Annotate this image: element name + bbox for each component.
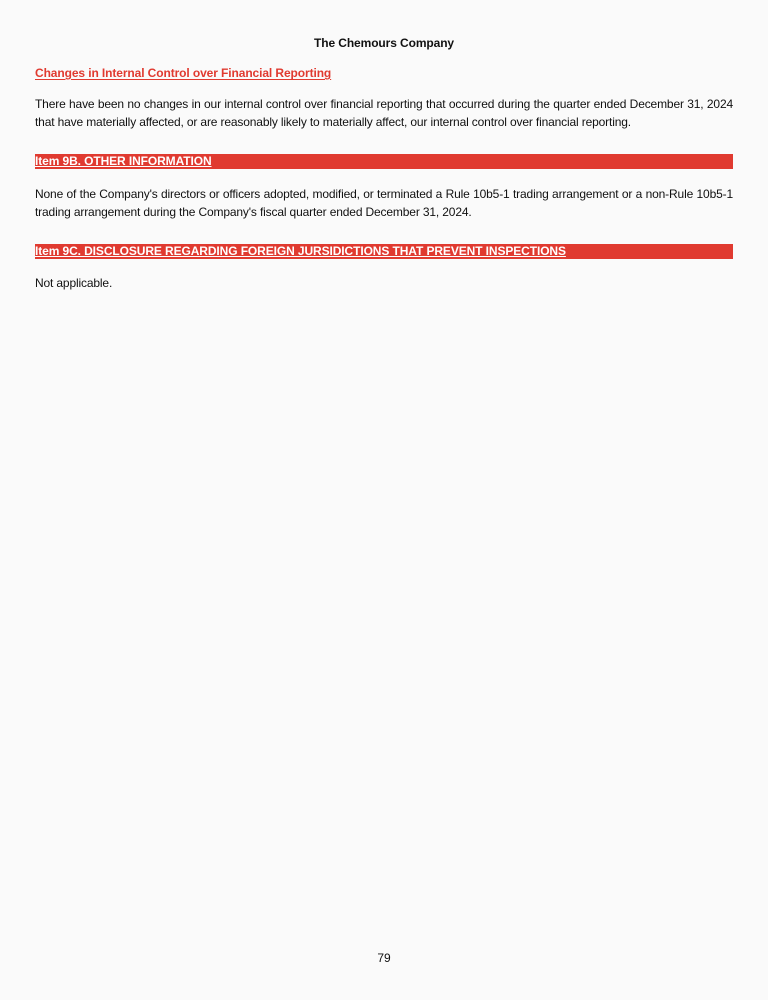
internal-control-heading: Changes in Internal Control over Financial Reporting [35, 66, 332, 80]
item-9b-heading: Item 9B. OTHER INFORMATION [35, 154, 212, 168]
item-9c-header-bar [35, 244, 733, 259]
internal-control-paragraph: There have been no changes in our internal control over financial reporting that occurred during the quarter ended December 31, 2024 that have materially affected, or are reasonably likely to materially affect, our internal control over financial reporting. [35, 97, 733, 129]
item-9c-paragraph: Not applicable. [35, 276, 113, 290]
page-number: 79 [377, 951, 391, 965]
item-9b-paragraph: None of the Company's directors or officers adopted, modified, or terminated a Rule 10b5-1 trading arrangement or a non-Rule 10b5-1 trading arrangement during the Company's fiscal quarter ended December 31, 2024. [35, 187, 733, 219]
item-9c-heading: Item 9C. DISCLOSURE REGARDING FOREIGN JURSIDICTIONS THAT PREVENT INSPECTIONS [35, 244, 566, 258]
company-title: The Chemours Company [313, 36, 455, 50]
item-9b-header-bar [35, 154, 733, 169]
